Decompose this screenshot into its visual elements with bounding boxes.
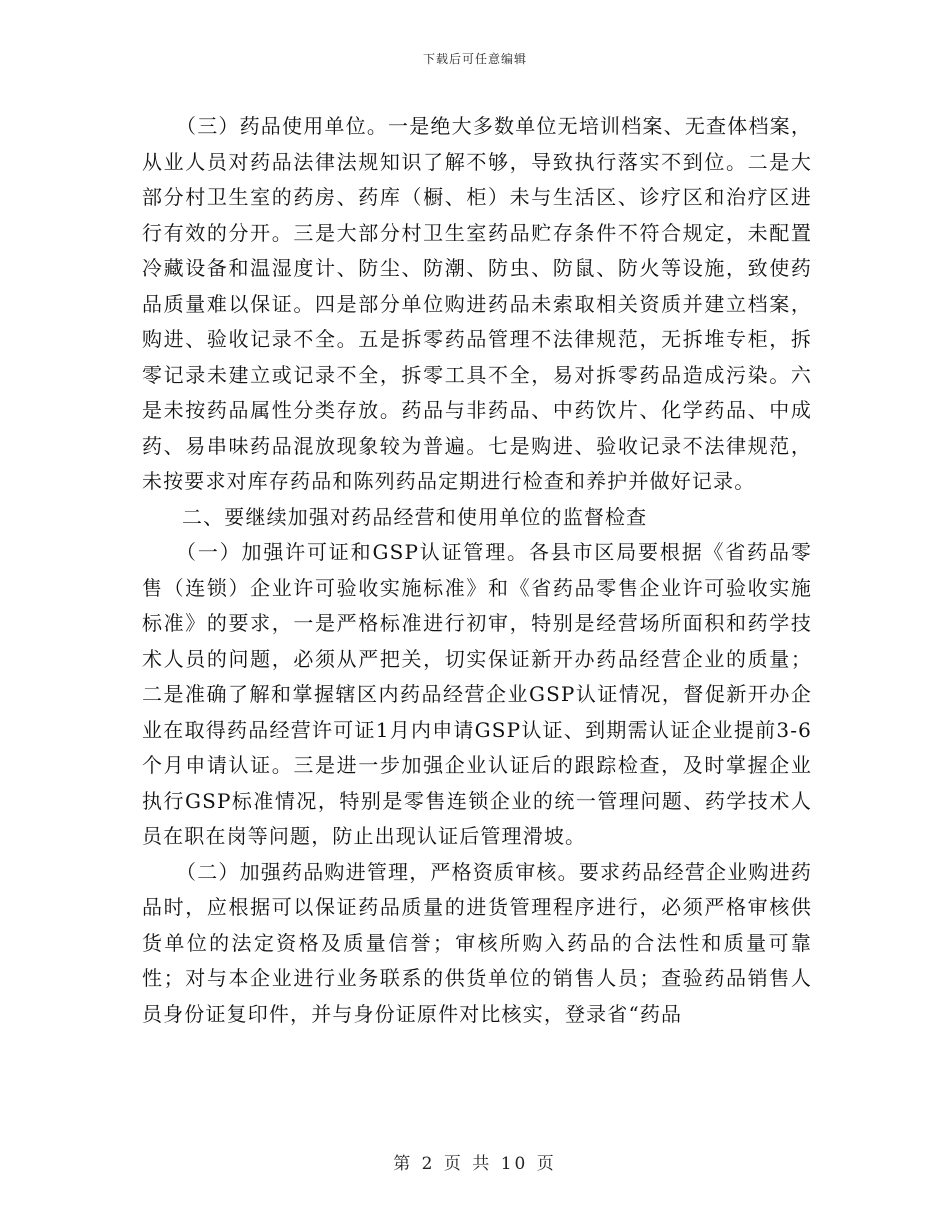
- paragraph-purchase-management: （二）加强药品购进管理，严格资质审核。要求药品经营企业购进药品时，应根据可以保证药品质量的进货管理程序进行，必须严格审核供货单位的法定资格及质量信誉；审核所购入药品的合法性和质量可靠性；对与本企业进行业务联系的供货单位的销售人员；查验药品销售人员身份证复印件，并与身份证原件对比核实，登录省“药品: [142, 859, 812, 1026]
- document-body: [142, 109, 812, 1032]
- page-number-footer: 第 2 页 共 10 页: [393, 1154, 557, 1174]
- paragraph-drug-user-units: （三）药品使用单位。一是绝大多数单位无培训档案、无查体档案，从业人员对药品法律法规知识了解不够，导致执行落实不到位。二是大部分村卫生室的药房、药库（橱、柜）未与生活区、诊疗区和治疗区进行有效的分开。三是大部分村卫生室药品贮存条件不符合规定，未配置冷藏设备和温湿度计、防尘、防潮、防虫、防鼠、防火等设施，致使药品质量难以保证。四是部分单位购进药品未索取相关资质并建立档案，购进、验收记录不全。五是拆零药品管理不法律规范，无拆堆专柜，拆零记录未建立或记录不全，拆零工具不全，易对拆零药品造成污染。六是未按药品属性分类存放。药品与非药品、中药饮片、化学药品、中成药、易串味药品混放现象较为普遍。七是购进、验收记录不法律规范，未按要求对库存药品和陈列药品定期进行检查和养护并做好记录。: [142, 114, 812, 493]
- paragraph-license-gsp: （一）加强许可证和GSP认证管理。各县市区局要根据《省药品零售（连锁）企业许可验收实施标准》和《省药品零售企业许可验收实施标准》的要求，一是严格标准进行初审，特别是经营场所面积和药学技术人员的问题，必须从严把关，切实保证新开办药品经营企业的质量；二是准确了解和掌握辖区内药品经营企业GSP认证情况，督促新开办企业在取得药品经营许可证1月内申请GSP认证、到期需认证企业提前3-6个月申请认证。三是进一步加强企业认证后的跟踪检查，及时掌握企业执行GSP标准情况，特别是零售连锁企业的统一管理问题、药学技术人员在职在岗等问题，防止出现认证后管理滑坡。: [142, 540, 812, 848]
- page-header: 下载后可任意编辑: [422, 52, 527, 66]
- section-heading-supervision: 二、要继续加强对药品经营和使用单位的监督检查: [182, 504, 648, 529]
